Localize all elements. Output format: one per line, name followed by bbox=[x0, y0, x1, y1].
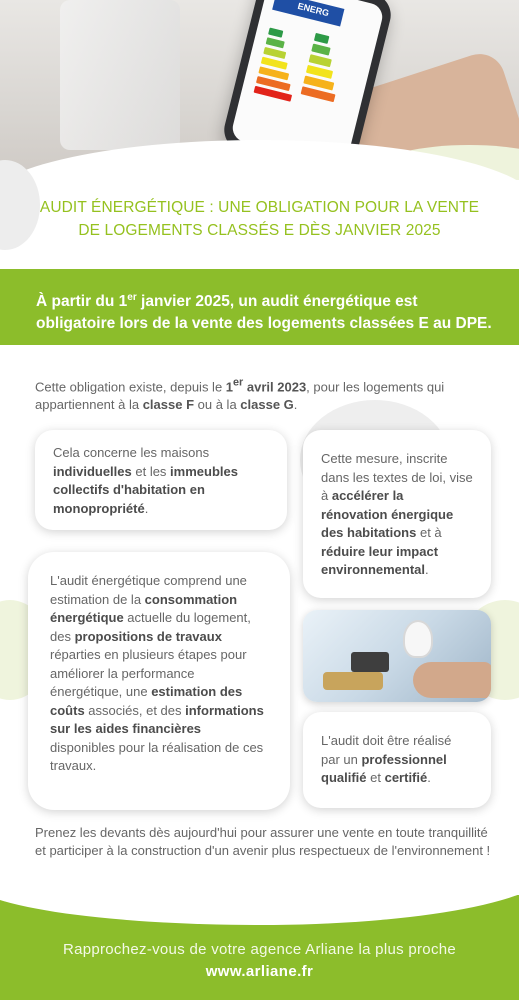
closing-paragraph: Prenez les devants dès aujourd'hui pour assurer une vente en toute tranquillité et participer à la construction d'un avenir plus respectueux de l'environnement ! bbox=[35, 825, 491, 858]
card-text: . bbox=[425, 562, 429, 577]
footer-white-wave bbox=[0, 895, 519, 925]
intro-text: Cette obligation existe, depuis le bbox=[35, 379, 226, 395]
card-bold: propositions de travaux bbox=[74, 628, 222, 644]
info-card-housing-types bbox=[35, 430, 287, 530]
info-card-audit-content bbox=[28, 552, 290, 810]
lightbulb-photo bbox=[303, 610, 491, 702]
intro-bold-class-g: classe G bbox=[240, 397, 294, 413]
intro-text: ou à la bbox=[194, 397, 241, 413]
card-bold: consommation énergétique bbox=[50, 591, 238, 625]
energy-label-banner: ENERG bbox=[272, 0, 344, 27]
card-text: L'audit doit être réalisé par un bbox=[321, 733, 452, 767]
card-bold: individuelles bbox=[53, 463, 132, 479]
card-text: Cette mesure, inscrite dans les textes de loi, vise à bbox=[321, 451, 473, 503]
lightbulb-icon bbox=[403, 620, 433, 658]
card-text: et bbox=[366, 770, 385, 785]
intro-bold-class-f: classe F bbox=[142, 397, 195, 413]
card-text: . bbox=[427, 770, 431, 785]
card-bold: informations sur les aides financières bbox=[50, 702, 264, 736]
card-bold: réduire leur impact environnemental bbox=[321, 543, 439, 577]
intro-sup: er bbox=[233, 377, 244, 389]
info-card-law-purpose bbox=[303, 430, 491, 598]
calculator-shape bbox=[351, 652, 389, 672]
band-text-2: janvier 2025, un audit énergétique est obligatoire lors de la vente des logements classées E au DPE. bbox=[36, 293, 492, 333]
footer-website-link[interactable]: www.arliane.fr bbox=[205, 963, 314, 980]
card-text: Cela concerne les maisons bbox=[53, 445, 210, 460]
card-text: L'audit énergétique comprend une estimation de la bbox=[50, 573, 247, 607]
card-bold: accélérer la rénovation énergique des habitations bbox=[321, 488, 454, 540]
card-bold: certifié bbox=[384, 770, 428, 785]
energy-bars-right bbox=[300, 33, 349, 105]
intro-bold-month: avril 2023 bbox=[243, 379, 307, 395]
card-text: disponibles pour la réalisation de ces travaux. bbox=[50, 739, 264, 773]
card-text: . bbox=[144, 500, 149, 516]
intro-bold-date: 1 bbox=[225, 379, 234, 395]
card-text: actuelle du logement, des bbox=[50, 610, 251, 644]
intro-text: . bbox=[293, 397, 298, 413]
intro-text: , pour les logements qui appartiennent à la bbox=[35, 379, 445, 413]
card-bold: estimation des coûts bbox=[50, 684, 243, 718]
card-text: réparties en plusieurs étapes pour améliorer la performance énergétique, une bbox=[50, 647, 247, 699]
highlight-band bbox=[0, 269, 519, 345]
hero-image bbox=[0, 0, 519, 180]
energy-bars-left bbox=[253, 28, 307, 105]
hand-shape bbox=[413, 662, 491, 698]
band-text-1: À partir du 1 bbox=[36, 293, 128, 311]
card-text: et les bbox=[131, 463, 171, 479]
footer-cta-text: Rapprochez-vous de votre agence Arliane la plus proche bbox=[62, 941, 457, 958]
card-bold: immeubles collectifs d'habitation en monopropriété bbox=[53, 463, 238, 516]
title-line-1: AUDIT ÉNERGÉTIQUE : UNE OBLIGATION POUR LA VENTE bbox=[39, 199, 480, 216]
card-bold: professionnel qualifié bbox=[321, 751, 447, 785]
intro-paragraph bbox=[35, 374, 495, 414]
title-line-2: DE LOGEMENTS CLASSÉS E DÈS JANVIER 2025 bbox=[78, 222, 441, 239]
band-sup: er bbox=[127, 292, 137, 303]
info-card-professional bbox=[303, 712, 491, 808]
footer-band bbox=[0, 895, 519, 1000]
card-text: et à bbox=[416, 525, 442, 540]
card-text: associés, et des bbox=[84, 702, 186, 718]
page-title bbox=[20, 196, 499, 242]
coins-shape bbox=[323, 672, 383, 690]
radiator-shape bbox=[60, 0, 180, 150]
